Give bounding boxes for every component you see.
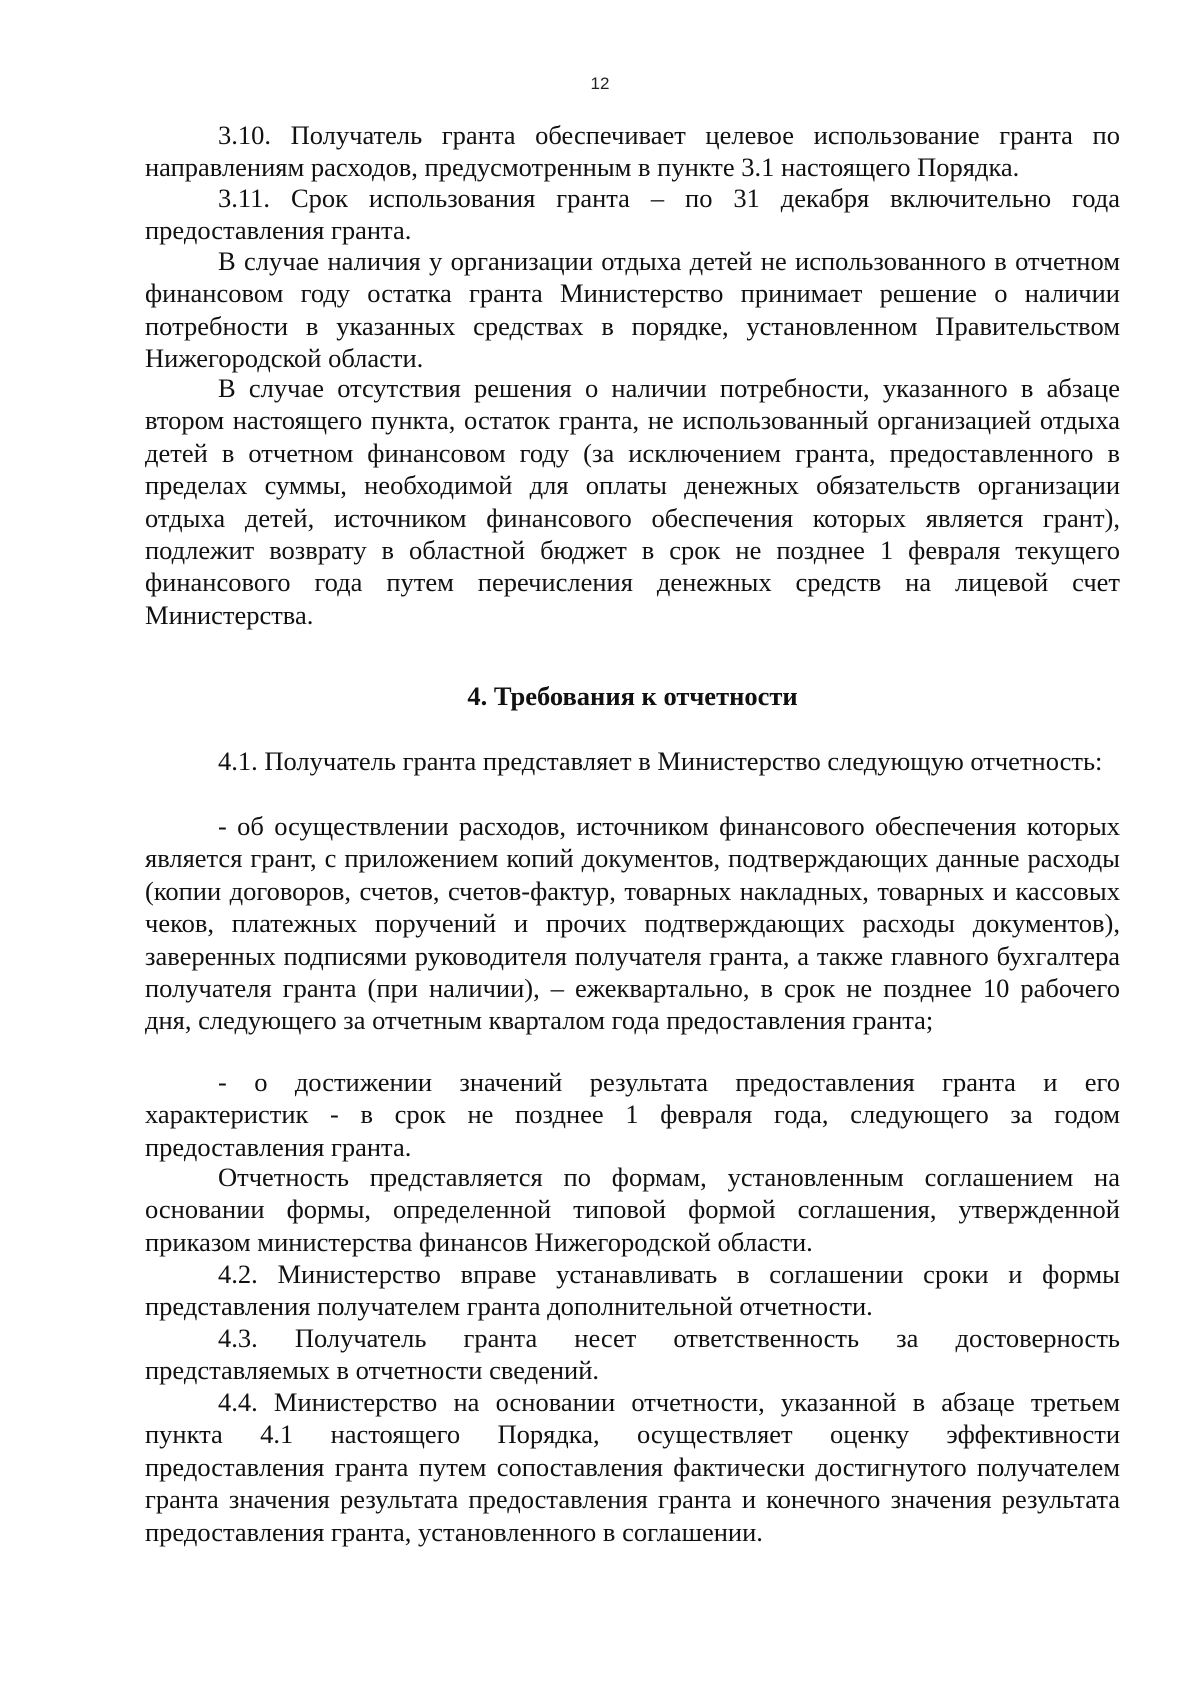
page-number: 12	[590, 74, 610, 93]
paragraph-3-10: 3.10. Получатель гранта обеспечивает целевое использование гранта по направлениям расходов, предусмотренным в пункте 3.1 настоящего Порядка.	[145, 120, 1120, 183]
paragraph-unused-balance: В случае наличия у организации отдыха детей не использованного в отчетном финансовом году остатка гранта Министерство принимает решение о наличии потребности в указанных средствах в порядке, установленном Правительством Нижегородской области.	[145, 246, 1120, 374]
paragraph-report-forms: Отчетность представляется по формам, установленным соглашением на основании формы, определенной типовой формой соглашения, утвержденной приказом министерства финансов Нижегородской области.	[145, 1162, 1120, 1257]
paragraph-4-3: 4.3. Получатель гранта несет ответственность за достоверность представляемых в отчетности сведений.	[145, 1323, 1120, 1386]
paragraph-4-2: 4.2. Министерство вправе устанавливать в соглашении сроки и формы представления получателем гранта дополнительной отчетности.	[145, 1259, 1120, 1322]
paragraph-4-4: 4.4. Министерство на основании отчетности, указанной в абзаце третьем пункта 4.1 настоящего Порядка, осуществляет оценку эффективности предоставления гранта путем сопоставления фактически достигнутого получателем гранта значения результата предоставления гранта и конечного значения результата предоставления гранта, установленного в соглашении.	[145, 1387, 1120, 1547]
list-item-expenses-report: - об осуществлении расходов, источником финансового обеспечения которых является грант, с приложением копий документов, подтверждающих данные расходы (копии договоров, счетов, счетов-фактур, товарных накладных, товарных и кассовых чеков, платежных поручений и прочих подтверждающих расходы документов), заверенных подписями руководителя получателя гранта, а также главного бухгалтера получателя гранта (при наличии), – ежеквартально, в срок не позднее 10 рабочего дня, следующего за отчетным кварталом года предоставления гранта;	[145, 811, 1120, 1036]
paragraph-4-1: 4.1. Получатель гранта представляет в Министерство следующую отчетность:	[218, 746, 1103, 776]
section-heading: 4. Требования к отчетности	[467, 681, 798, 711]
paragraph-no-decision: В случае отсутствия решения о наличии потребности, указанного в абзаце втором настоящего пункта, остаток гранта, не использованный организацией отдыха детей в отчетном финансовом году (за исключением гранта, предоставленного в пределах суммы, необходимой для оплаты денежных обязательств организации отдыха детей, источником финансового обеспечения которых является грант), подлежит возврату в областной бюджет в срок не позднее 1 февраля текущего финансового года путем перечисления денежных средств на лицевой счет Министерства.	[145, 373, 1120, 630]
list-item-results-report: - о достижении значений результата предоставления гранта и его характеристик - в срок не позднее 1 февраля года, следующего за годом предоставления гранта.	[145, 1067, 1120, 1162]
paragraph-3-11: 3.11. Срок использования гранта – по 31 декабря включительно года предоставления гранта.	[145, 183, 1120, 246]
